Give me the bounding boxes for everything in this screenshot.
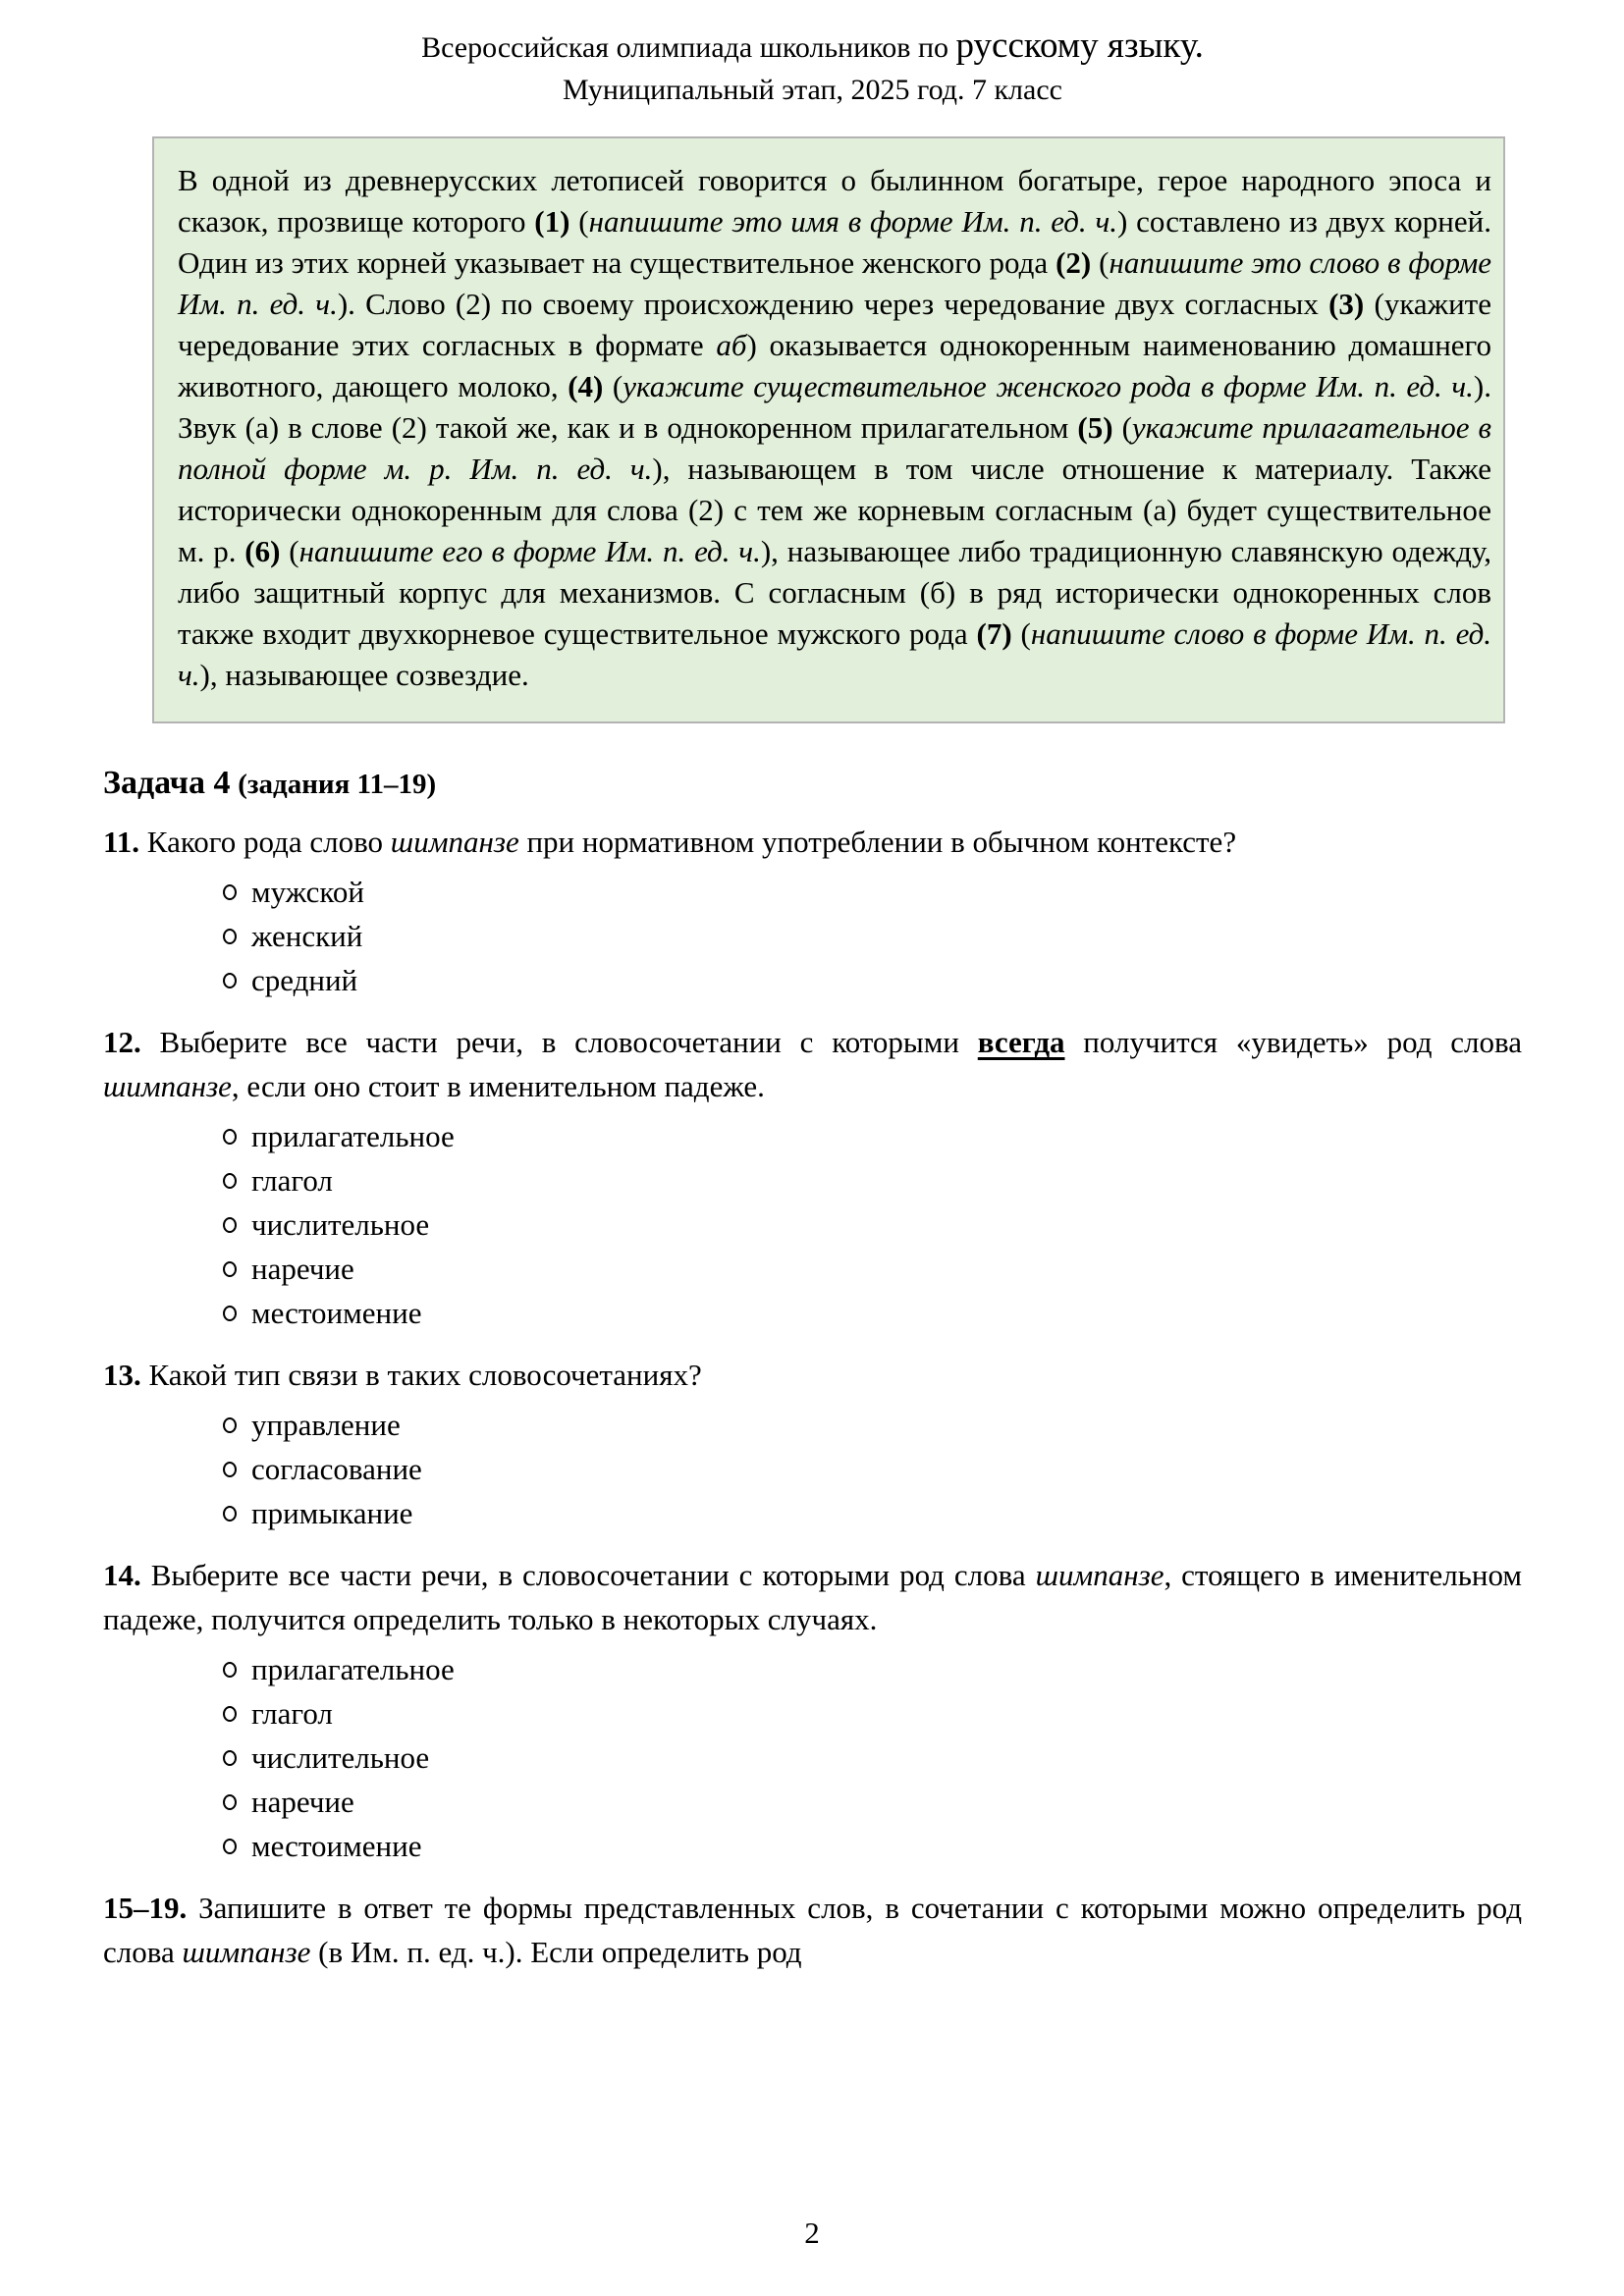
answer-option bbox=[223, 1291, 1522, 1335]
answer-option bbox=[223, 1403, 1522, 1447]
answer-option bbox=[223, 1158, 1522, 1202]
text-segment: шимпанзе bbox=[103, 1069, 232, 1104]
text-segment: шимпанзе bbox=[1035, 1558, 1164, 1593]
text-segment: ) составлено из двух корней. Один из этих корней указывает на существительное женского рода bbox=[178, 204, 1491, 281]
text-segment: (6) bbox=[244, 534, 281, 569]
task-title: Задача 4 bbox=[103, 765, 231, 802]
text-segment: ( bbox=[569, 204, 589, 240]
text-segment: 15–19. bbox=[103, 1891, 188, 1926]
text-segment: укажите существительное женского рода в форме Им. п. ед. ч. bbox=[623, 369, 1474, 404]
text-segment: ( bbox=[1091, 245, 1110, 281]
radio-circle-icon bbox=[223, 1750, 237, 1766]
text-segment: шимпанзе bbox=[182, 1935, 311, 1970]
answer-option bbox=[223, 958, 1522, 1002]
radio-circle-icon bbox=[223, 929, 237, 944]
text-segment: 12. bbox=[103, 1025, 141, 1060]
answer-option bbox=[223, 1247, 1522, 1291]
text-segment: аб bbox=[716, 328, 747, 363]
option-label: числительное bbox=[251, 1206, 430, 1242]
text-segment: ( bbox=[1112, 410, 1132, 446]
text-segment: русскому языку. bbox=[955, 26, 1204, 66]
text-segment: (в Им. п. ед. ч.). Если определить род bbox=[310, 1935, 802, 1970]
option-label: прилагательное bbox=[251, 1651, 455, 1686]
radio-circle-icon bbox=[223, 1794, 237, 1810]
question-15-19 bbox=[103, 1886, 1522, 1974]
option-label: примыкание bbox=[251, 1495, 413, 1530]
task-subtitle-range: (задания 11–19) bbox=[238, 769, 437, 801]
text-segment: В одной из древнерусских летописей говорится о былинном богатыре, герое народного эпоса и сказок, прозвище которого bbox=[178, 163, 1491, 240]
option-label: глагол bbox=[251, 1162, 333, 1198]
question-13-text bbox=[103, 1353, 1522, 1397]
text-segment: Запишите в ответ те формы представленных слов, в сочетании с которыми можно определить род слова bbox=[103, 1891, 1522, 1970]
answer-option bbox=[223, 1491, 1522, 1535]
text-segment: ( bbox=[603, 369, 623, 404]
text-segment: шимпанзе bbox=[390, 825, 519, 860]
text-segment: (7) bbox=[976, 616, 1012, 652]
radio-circle-icon bbox=[223, 1662, 237, 1678]
radio-circle-icon bbox=[223, 1129, 237, 1145]
question-11-options bbox=[223, 870, 1522, 1002]
text-segment: ). Звук (а) в слове (2) такой же, как и в однокоренном прилагательном bbox=[178, 369, 1491, 446]
option-label: числительное bbox=[251, 1739, 430, 1775]
answer-option bbox=[223, 1202, 1522, 1247]
text-segment: ) оказывается однокоренным наименованию домашнего животного, дающего молоко, bbox=[178, 328, 1491, 404]
option-label: средний bbox=[251, 962, 358, 997]
text-segment: (1) bbox=[534, 204, 570, 240]
radio-circle-icon bbox=[223, 1261, 237, 1277]
text-segment: ( bbox=[280, 534, 299, 569]
text-segment: Какой тип связи в таких словосочетаниях? bbox=[140, 1358, 702, 1393]
answer-option bbox=[223, 1647, 1522, 1691]
header-title bbox=[103, 26, 1522, 68]
option-label: прилагательное bbox=[251, 1118, 455, 1153]
text-segment: ), называющее созвездие. bbox=[199, 658, 529, 693]
radio-circle-icon bbox=[223, 1462, 237, 1477]
question-14-options bbox=[223, 1647, 1522, 1868]
text-segment: 13. bbox=[103, 1358, 141, 1393]
text-segment: 11. bbox=[103, 825, 140, 860]
question-11-text bbox=[103, 820, 1522, 864]
option-label: наречие bbox=[251, 1251, 354, 1286]
text-segment: Всероссийская олимпиада школьников по bbox=[421, 31, 956, 64]
answer-option bbox=[223, 870, 1522, 914]
text-segment: Выберите все части речи, в словосочетании с которыми bbox=[140, 1025, 978, 1060]
question-15-19-text bbox=[103, 1886, 1522, 1974]
task-intro-text bbox=[178, 160, 1491, 696]
text-segment: , стоящего в именительном падеже, получится определить только в некоторых случаях. bbox=[103, 1558, 1523, 1637]
radio-circle-icon bbox=[223, 1306, 237, 1321]
text-segment: при нормативном употреблении в обычном контексте? bbox=[518, 825, 1237, 860]
radio-circle-icon bbox=[223, 973, 237, 988]
text-segment: напишите его в форме Им. п. ед. ч. bbox=[298, 534, 761, 569]
text-segment: (укажите чередование этих согласных в формате bbox=[178, 287, 1491, 363]
text-segment: ( bbox=[1011, 616, 1031, 652]
question-11 bbox=[103, 820, 1522, 1002]
text-segment: напишите это имя в форме Им. п. ед. ч. bbox=[588, 204, 1118, 240]
radio-circle-icon bbox=[223, 1217, 237, 1233]
answer-option bbox=[223, 1780, 1522, 1824]
radio-circle-icon bbox=[223, 1417, 237, 1433]
text-segment: (2) bbox=[1056, 245, 1092, 281]
option-label: согласование bbox=[251, 1451, 422, 1486]
page-number: 2 bbox=[804, 2216, 820, 2250]
task-intro-box bbox=[152, 136, 1505, 723]
question-13-options bbox=[223, 1403, 1522, 1535]
answer-option bbox=[223, 1824, 1522, 1868]
option-label: глагол bbox=[251, 1695, 333, 1731]
task-heading bbox=[103, 765, 1522, 802]
question-12 bbox=[103, 1020, 1522, 1335]
answer-option bbox=[223, 914, 1522, 958]
text-segment: напишите это слово в форме Им. п. ед. ч. bbox=[178, 245, 1491, 322]
radio-circle-icon bbox=[223, 884, 237, 900]
answer-option bbox=[223, 1447, 1522, 1491]
option-label: наречие bbox=[251, 1784, 354, 1819]
text-segment: Выберите все части речи, в словосочетании с которыми род слова bbox=[140, 1558, 1036, 1593]
text-segment: (4) bbox=[568, 369, 604, 404]
option-label: местоимение bbox=[251, 1295, 422, 1330]
question-14 bbox=[103, 1553, 1522, 1868]
radio-circle-icon bbox=[223, 1173, 237, 1189]
text-segment: ), называющее либо традиционную славянскую одежду, либо защитный корпус для механизмов. С согласным (б) в ряд исторически однокоренных слов также входит двухкорневое существительное мужского рода bbox=[178, 534, 1492, 652]
text-segment: ). Слово (2) по своему происхождению через чередование двух согласных bbox=[337, 287, 1329, 322]
answer-option bbox=[223, 1691, 1522, 1735]
text-segment: ), называющем в том числе отношение к материалу. Также исторически однокоренным для слова (2) с тем же корневым согласным (а) будет существительное м. р. bbox=[178, 452, 1491, 569]
question-13 bbox=[103, 1353, 1522, 1535]
option-label: мужской bbox=[251, 874, 364, 909]
answer-option bbox=[223, 1114, 1522, 1158]
text-segment: всегда bbox=[977, 1025, 1065, 1060]
text-segment: (5) bbox=[1077, 410, 1113, 446]
option-label: управление bbox=[251, 1407, 401, 1442]
radio-circle-icon bbox=[223, 1706, 237, 1722]
radio-circle-icon bbox=[223, 1506, 237, 1522]
question-12-options bbox=[223, 1114, 1522, 1335]
text-segment: 14. bbox=[103, 1558, 141, 1593]
document-header bbox=[103, 26, 1522, 107]
question-12-text bbox=[103, 1020, 1522, 1108]
option-label: местоимение bbox=[251, 1828, 422, 1863]
text-segment: Какого рода слово bbox=[139, 825, 391, 860]
radio-circle-icon bbox=[223, 1839, 237, 1854]
text-segment: (3) bbox=[1328, 287, 1365, 322]
option-label: женский bbox=[251, 918, 363, 953]
text-segment: , если оно стоит в именительном падеже. bbox=[231, 1069, 765, 1104]
header-subtitle: Муниципальный этап, 2025 год. 7 класс bbox=[563, 73, 1062, 106]
question-14-text bbox=[103, 1553, 1522, 1641]
text-segment: получится «увидеть» род слова bbox=[1064, 1025, 1522, 1060]
text-segment: укажите прилагательное в полной форме м. р. Им. п. ед. ч. bbox=[178, 410, 1491, 487]
answer-option bbox=[223, 1735, 1522, 1780]
text-segment: напишите слово в форме Им. п. ед. ч. bbox=[178, 616, 1492, 693]
